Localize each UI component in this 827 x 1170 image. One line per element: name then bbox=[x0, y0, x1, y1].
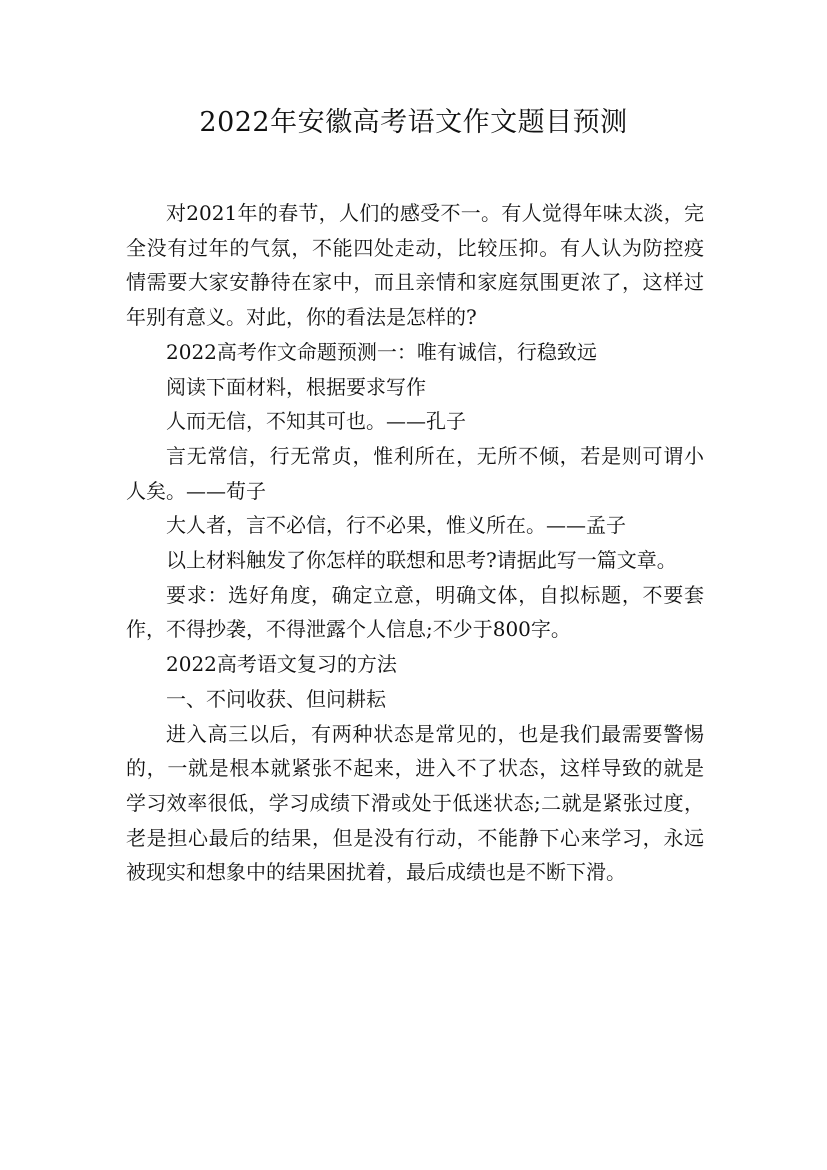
paragraph-section-one-heading: 一、不问收获、但问耕耘 bbox=[166, 686, 386, 711]
paragraph-intro-prompt: 对2021年的春节，人们的感受不一。有人觉得年味太淡，完全没有过年的气氛，不能四处走动，比较压抑。有人认为防控疫情需要大家安静待在家中，而且亲情和家庭氛围更浓了，这样过年别有意义。对此，你的看法是怎样的? bbox=[126, 201, 704, 330]
paragraph-writing-task: 以上材料触发了你怎样的联想和思考?请据此写一篇文章。 bbox=[166, 548, 677, 573]
document-body bbox=[126, 196, 704, 890]
paragraph-section-one-body: 进入高三以后，有两种状态是常见的，也是我们最需要警惕的，一就是根本就紧张不起来，进入不了状态，这样导致的就是学习效率很低，学习成绩下滑或处于低迷状态;二就是紧张过度，老是担心最后的结果，但是没有行动，不能静下心来学习，永远被现实和想象中的结果困扰着，最后成绩也是不断下滑。 bbox=[126, 721, 704, 885]
paragraph-reading-instruction: 阅读下面材料，根据要求写作 bbox=[166, 374, 426, 399]
paragraph-quote-mencius: 大人者，言不必信，行不必果，惟义所在。——孟子 bbox=[166, 513, 626, 538]
document-title: 2022年安徽高考语文作文题目预测 bbox=[199, 107, 628, 138]
paragraph-quote-xunzi: 言无常信，行无常贞，惟利所在，无所不倾，若是则可谓小人矣。——荀子 bbox=[126, 443, 704, 503]
paragraph-prediction-heading: 2022高考作文命题预测一：唯有诚信，行稳致远 bbox=[166, 339, 597, 364]
paragraph-review-methods-heading: 2022高考语文复习的方法 bbox=[166, 652, 397, 677]
paragraph-requirements: 要求：选好角度，确定立意，明确文体，自拟标题，不要套作，不得抄袭，不得泄露个人信息;不少于800字。 bbox=[126, 582, 704, 642]
paragraph-quote-confucius: 人而无信，不知其可也。——孔子 bbox=[166, 409, 466, 434]
